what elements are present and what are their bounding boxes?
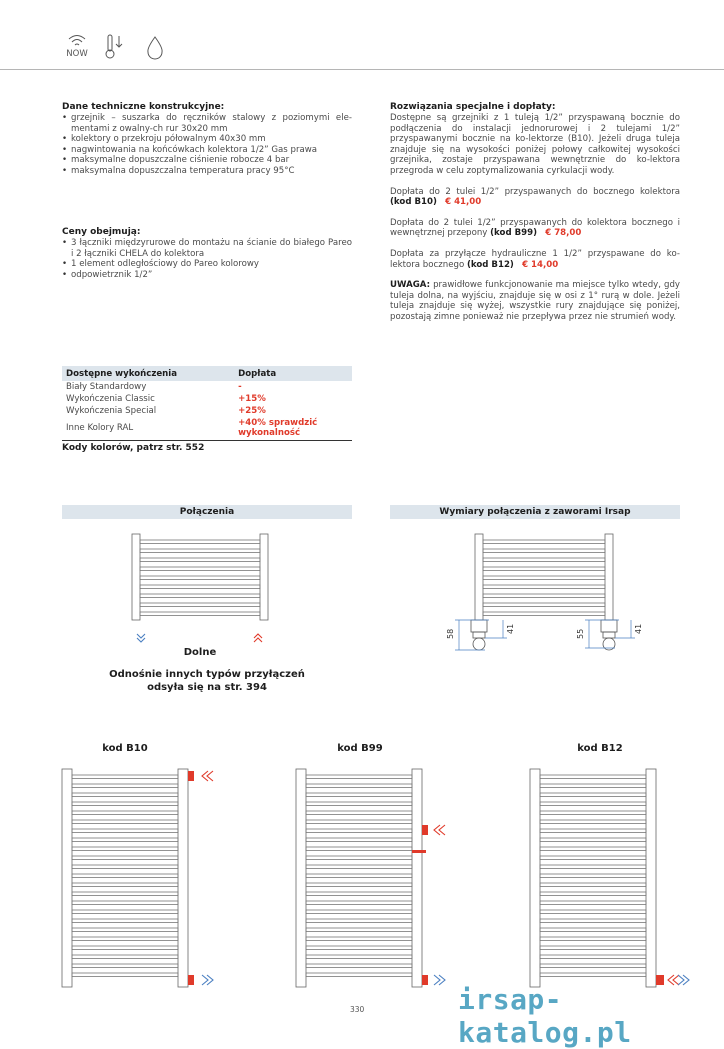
radiator-tube — [540, 784, 646, 788]
radiator-tube — [306, 901, 412, 905]
radiator-tube — [540, 964, 646, 968]
radiator-tube — [72, 883, 178, 887]
radiator-tube — [72, 829, 178, 833]
radiator-tube — [306, 847, 412, 851]
radiator-tube — [72, 865, 178, 869]
radiator-tube — [306, 820, 412, 824]
radiator-tube — [72, 793, 178, 797]
b10-price: € 41,00 — [445, 197, 482, 208]
radiator-tube — [540, 856, 646, 860]
prices-item: • 1 element odległościowy do Pareo kolorowy — [62, 259, 352, 270]
b99-text: Dopłata do 2 tulei 1/2” przyspawanych do kolektora bocznego i wewnętrznej przepony — [390, 217, 680, 239]
radiator-tube — [72, 802, 178, 806]
radiator-tube — [72, 910, 178, 914]
radiator-tube — [540, 820, 646, 824]
radiator-tube — [140, 558, 260, 562]
tech-item: • maksymalna dopuszczalna temperatura pracy 95°C — [62, 166, 352, 177]
radiator-tube — [140, 549, 260, 553]
radiator-tube — [306, 919, 412, 923]
finishes-col-price: Dopłata — [234, 366, 352, 381]
water-drop-icon — [145, 35, 165, 61]
radiator-tube — [72, 955, 178, 959]
table-row — [62, 381, 352, 393]
radiator-tube — [72, 946, 178, 950]
b99-radiator-drawing — [294, 767, 454, 992]
radiator-tube — [483, 549, 605, 553]
special-section — [390, 102, 680, 323]
radiator-tube — [306, 793, 412, 797]
b99-option — [390, 218, 680, 239]
dimensions-band: Wymiary połączenia z zaworami Irsap — [390, 505, 680, 519]
finish-name: Wykończenia Classic — [66, 394, 155, 404]
radiator-tube — [140, 603, 260, 607]
radiator-tube — [483, 585, 605, 589]
b12-text: Dopłata za przyłącze hydrauliczne 1 1/2” przyspawane do ko-lektora bocznego — [390, 248, 680, 270]
now-wifi-icon — [60, 30, 94, 58]
radiator-tube — [140, 585, 260, 589]
b10-option — [390, 187, 680, 208]
warning-label: UWAGA: — [390, 280, 431, 291]
finishes-header — [62, 366, 352, 381]
radiator-tube — [540, 874, 646, 878]
finishes-table — [62, 366, 352, 439]
finish-name: Wykończenia Special — [66, 406, 157, 416]
radiator-tube — [306, 928, 412, 932]
radiator-tube — [306, 775, 412, 779]
finish-price: +40% sprawdzić wykonalność — [238, 418, 318, 438]
prices-section — [62, 227, 352, 280]
header-divider — [0, 69, 724, 70]
radiator-tube — [540, 793, 646, 797]
prices-item: • odpowietrznik 1/2” — [62, 270, 352, 281]
radiator-tube — [140, 540, 260, 544]
finish-name: Inne Kolory RAL — [66, 423, 134, 433]
b10-code: (kod B10) — [390, 197, 437, 208]
radiator-tube — [306, 964, 412, 968]
dim-right-height: 55 — [576, 628, 585, 639]
radiator-tube — [540, 919, 646, 923]
dimensions-drawing — [445, 530, 645, 660]
finishes-col-name: Dostępne wykończenia — [62, 366, 234, 381]
watermark-text: irsap-katalog.pl — [458, 983, 632, 1049]
b10-text: Dopłata do 2 tulei 1/2” przyspawanych do bocznego kolektora — [390, 186, 680, 197]
dim-right-offset: 41 — [634, 623, 643, 634]
radiator-tube — [72, 775, 178, 779]
b99-price: € 78,00 — [545, 228, 582, 239]
radiator-tube — [72, 973, 178, 977]
thermometer-icon — [104, 33, 126, 59]
radiator-tube — [140, 612, 260, 616]
radiator-tube — [306, 838, 412, 842]
radiator-tube — [540, 847, 646, 851]
finish-price: +25% — [238, 406, 266, 416]
radiator-tube — [306, 910, 412, 914]
radiator-tube — [540, 802, 646, 806]
radiator-tube — [72, 937, 178, 941]
radiator-tube — [483, 558, 605, 562]
tech-title: Dane techniczne konstrukcyjne: — [62, 102, 225, 112]
b99-code: (kod B99) — [490, 228, 538, 239]
table-row — [62, 417, 352, 439]
dim-left-height: 58 — [446, 628, 455, 639]
b12-radiator-drawing — [528, 767, 708, 992]
radiator-tube — [72, 811, 178, 815]
radiator-tube — [483, 567, 605, 571]
radiator-tube — [540, 946, 646, 950]
radiator-tube — [540, 973, 646, 977]
radiator-tube — [306, 955, 412, 959]
radiator-tube — [306, 802, 412, 806]
code-b10-label: kod B10 — [102, 743, 148, 754]
radiator-tube — [540, 928, 646, 932]
radiator-tube — [306, 784, 412, 788]
finish-name: Biały Standardowy — [66, 382, 147, 392]
special-title: Rozwiązania specjalne i dopłaty: — [390, 102, 556, 112]
warning-note — [390, 280, 680, 322]
connections-band: Połączenia — [62, 505, 352, 519]
color-codes-note: Kody kolorów, patrz str. 552 — [62, 443, 205, 453]
radiator-tube — [72, 838, 178, 842]
prices-item: • 3 łączniki międzyrurowe do montażu na ścianie do białego Pareo i 2 łączniki CHELA do kolektora — [62, 238, 352, 259]
radiator-tube — [483, 612, 605, 616]
radiator-tube — [72, 901, 178, 905]
reference-line-2: odsyła się na str. 394 — [147, 682, 267, 693]
dim-left-offset: 41 — [506, 623, 515, 634]
radiator-tube — [72, 847, 178, 851]
radiator-tube — [72, 919, 178, 923]
b12-code: (kod B12) — [466, 259, 514, 270]
radiator-tube — [306, 874, 412, 878]
page-number: 330 — [350, 1005, 365, 1014]
table-row — [62, 393, 352, 405]
connections-radiator-drawing — [130, 530, 270, 650]
radiator-tube — [306, 937, 412, 941]
finishes-block — [62, 366, 352, 454]
radiator-tube — [483, 603, 605, 607]
connection-caption: Dolne — [183, 647, 217, 658]
warning-text: prawidłowe funkcjonowanie ma miejsce tylko wtedy, gdy tuleja dolna, na wyjściu, znajduje się w osi z 1° rurą w dole. Jeżeli tuleja znajduje się wyżej, wszystkie rury znajdujące się poniżej, pozostają zimne ponieważ nie przepływa przez nie strumień wody. — [390, 280, 681, 322]
radiator-tube — [540, 892, 646, 896]
tech-section — [62, 102, 352, 177]
radiator-tube — [540, 883, 646, 887]
b12-option — [390, 249, 680, 270]
radiator-tube — [72, 874, 178, 878]
radiator-tube — [72, 964, 178, 968]
radiator-tube — [483, 540, 605, 544]
special-intro: Dostępne są grzejniki z 1 tuleją 1/2” przyspawaną bocznie do podłączenia do instalacji jednorurowej i 2 tulejami 1/2” przyspawanymi bocznie na ko-lektorze (B10). Jeżeli druga tuleja znajduje się na wysokości poniżej połowy całkowitej wysokości grzejnika, zostaje przyspawana wewnętrznie do ko-lektora przegroda w celu zoptymalizowania cyrkulacji wody. — [390, 113, 680, 176]
radiator-tube — [306, 829, 412, 833]
radiator-tube — [540, 955, 646, 959]
radiator-tube — [140, 567, 260, 571]
tech-item: • maksymalne dopuszczalne ciśnienie robocze 4 bar — [62, 155, 352, 166]
radiator-tube — [306, 856, 412, 860]
radiator-tube — [306, 892, 412, 896]
radiator-tube — [306, 946, 412, 950]
radiator-tube — [540, 811, 646, 815]
radiator-tube — [72, 928, 178, 932]
finish-price: - — [238, 382, 242, 392]
radiator-tube — [540, 829, 646, 833]
prices-title: Ceny obejmują: — [62, 227, 141, 237]
table-row — [62, 405, 352, 417]
radiator-tube — [306, 811, 412, 815]
radiator-tube — [540, 775, 646, 779]
radiator-tube — [72, 784, 178, 788]
b10-radiator-drawing — [60, 767, 220, 992]
b12-price: € 14,00 — [522, 259, 559, 270]
radiator-tube — [72, 892, 178, 896]
code-b99-label: kod B99 — [337, 743, 383, 754]
radiator-tube — [306, 883, 412, 887]
radiator-tube — [540, 838, 646, 842]
reference-line-1: Odnośnie innych typów przyłączeń — [109, 669, 305, 680]
code-b12-label: kod B12 — [577, 743, 623, 754]
radiator-tube — [72, 856, 178, 860]
tech-item: • nagwintowania na końcówkach kolektora 1/2” Gas prawa — [62, 145, 352, 156]
now-label: NOW — [66, 49, 88, 59]
radiator-tube — [140, 576, 260, 580]
radiator-tube — [540, 937, 646, 941]
finish-price: +15% — [238, 394, 266, 404]
tech-item: • kolektory o przekroju półowalnym 40x30 mm — [62, 134, 352, 145]
radiator-tube — [483, 594, 605, 598]
tech-item: • grzejnik – suszarka do ręczników stalowy z poziomymi ele-mentami z owalny-ch rur 30x20 mm — [62, 113, 352, 134]
radiator-tube — [306, 973, 412, 977]
radiator-tube — [306, 865, 412, 869]
radiator-tube — [483, 576, 605, 580]
radiator-tube — [540, 865, 646, 869]
connection-reference — [62, 668, 352, 694]
radiator-tube — [72, 820, 178, 824]
radiator-tube — [540, 910, 646, 914]
radiator-tube — [140, 594, 260, 598]
radiator-tube — [540, 901, 646, 905]
